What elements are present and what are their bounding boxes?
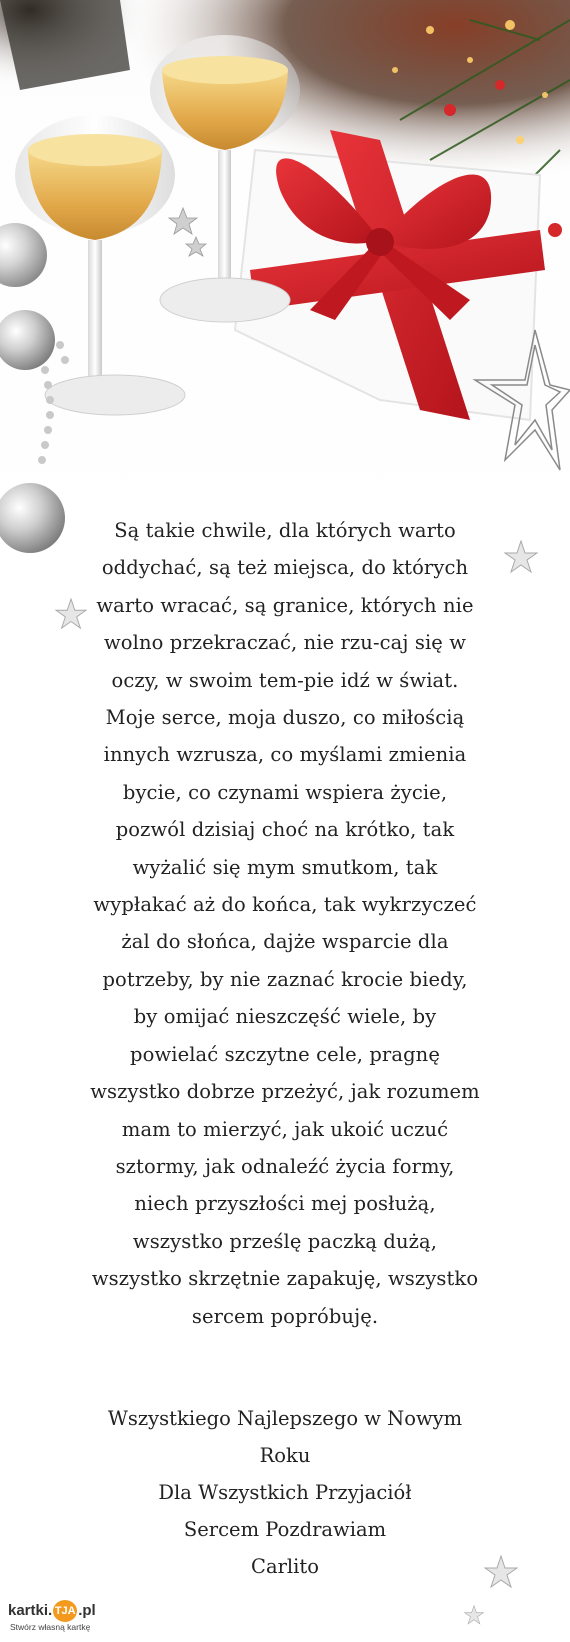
greeting-line: Sercem Pozdrawiam: [183, 1518, 387, 1541]
greeting-block: [88, 1400, 482, 1585]
logo-brand-prefix: kartki.: [8, 1602, 53, 1619]
logo-tagline: Stwórz własną kartkę: [10, 1622, 91, 1632]
greeting-line: Dla Wszystkich Przyjaciół: [158, 1481, 412, 1504]
signature: Carlito: [251, 1555, 319, 1578]
logo-brand-suffix: .pl: [78, 1602, 96, 1619]
logo-badge: TJA: [53, 1600, 77, 1622]
silver-star-icon: [464, 1605, 484, 1625]
greeting-line: Wszystkiego Najlepszego w Nowym: [107, 1407, 463, 1430]
silver-star-icon: [504, 540, 538, 574]
site-logo[interactable]: [8, 1600, 118, 1638]
ornament-ball: [0, 310, 55, 370]
greeting-line: Roku: [259, 1444, 311, 1467]
logo-brand: [8, 1600, 96, 1622]
card-message: Są takie chwile, dla których warto oddychać, są też miejsca, do których warto wracać, są granice, których nie wolno przekraczać, nie rzu-caj się w oczy, w swoim tem-pie idź w świat. Moje serce, moja duszo, co miłością innych wzrusza, co myślami zmienia bycie, co czynami wspiera życie, pozwól dzisiaj choć na krótko, tak wyżalić się mym smutkom, tak wypłakać aż do końca, tak wykrzyczeć żal do słońca, dajże wsparcie dla potrzeby, by nie zaznać krocie biedy, by omijać nieszczęść wiele, by powielać szczytne cele, pragnę wszystko dobrze przeżyć, jak rozumem mam to mierzyć, jak ukoić uczuć sztormy, jak odnaleźć życia formy, niech przyszłości mej posłużą, wszystko prześlę paczką dużą, wszystko skrzętnie zapakuję, wszystko sercem popróbuję.: [90, 519, 480, 1328]
silver-star-icon: [55, 598, 87, 630]
silver-star-icon: [484, 1555, 518, 1589]
